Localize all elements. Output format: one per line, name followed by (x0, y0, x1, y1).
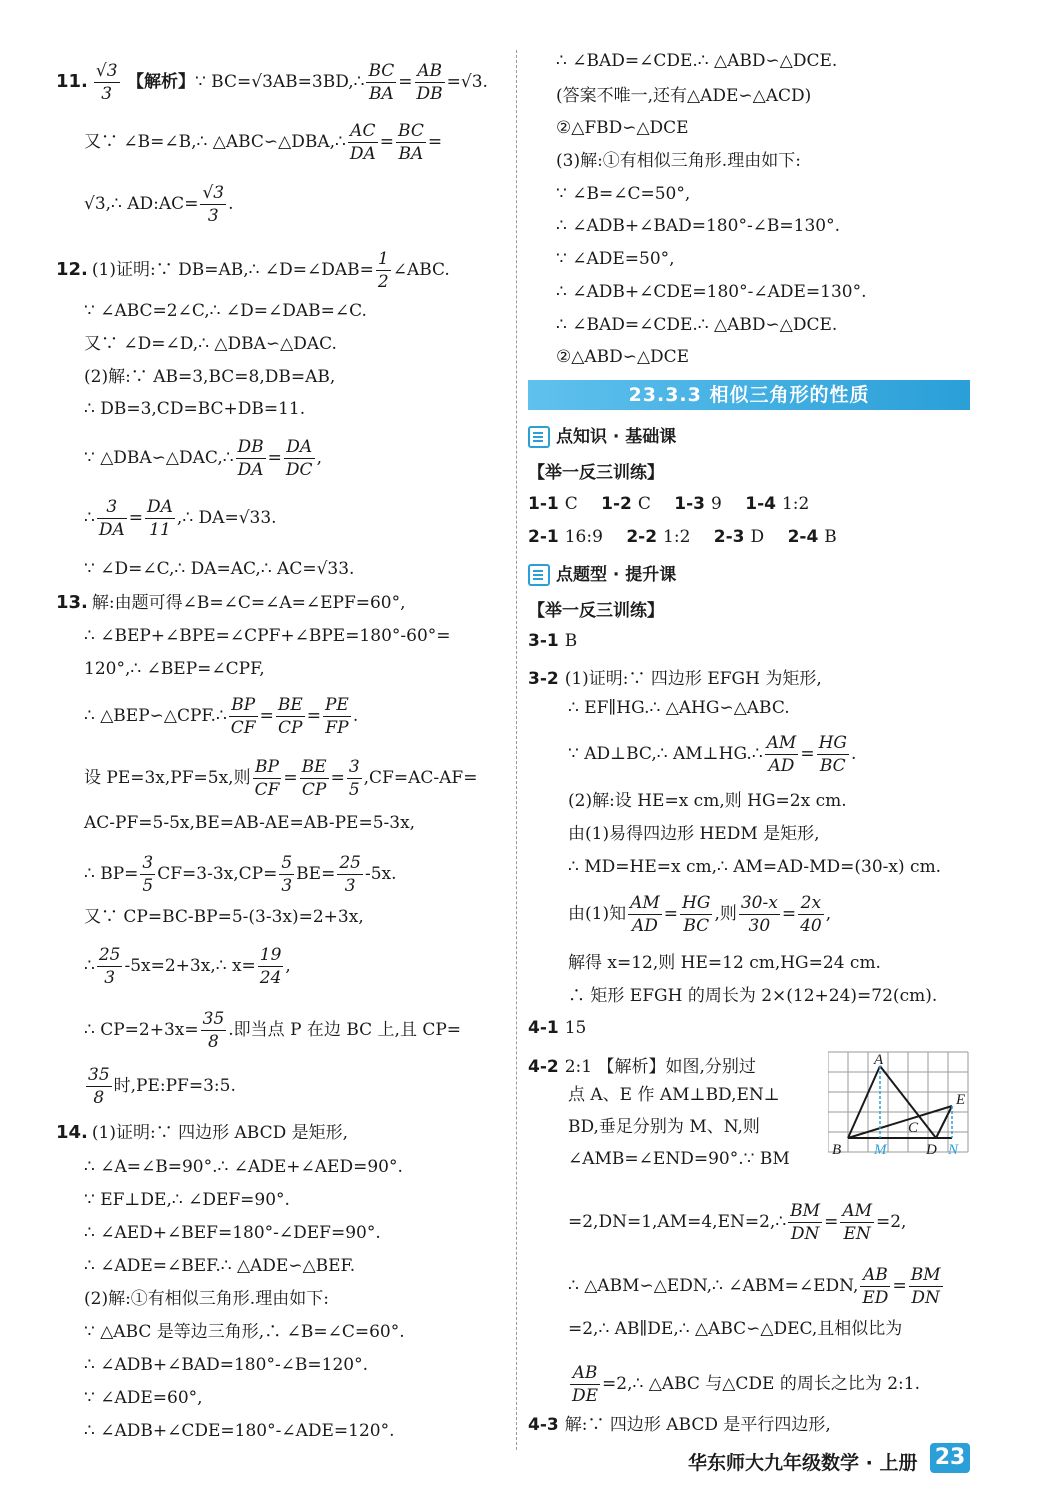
label-e: E (956, 1092, 966, 1108)
q32-line2: ∴ EF∥HG.∴ △AHG∽△ABC. (568, 698, 790, 718)
cont-line9: ∴ ∠BAD=∠CDE.∴ △ABD∽△DCE. (556, 315, 838, 335)
label-m: M (874, 1142, 887, 1158)
segment-be (848, 1106, 952, 1138)
q32-line8: 解得 x=12,则 HE=12 cm,HG=24 cm. (568, 953, 881, 973)
answers-row-1: 1-1 C 1-2 C 1-3 9 1-4 1:2 (528, 494, 810, 514)
q42-line8: $\frac{AB}{DE}$ =2,∴ △ABC 与△CDE 的周长之比为 2:1. (572, 1363, 920, 1406)
q42-line4: ∠AMB=∠END=90°.∵ BM (568, 1149, 790, 1169)
q13-line9: ∴ $\frac{25}{3}$ -5x=2+3x,∴ x= $\frac{19}{24}$ , (84, 945, 291, 988)
q14-line3: ∵ EF⊥DE,∴ ∠DEF=90°. (84, 1190, 290, 1210)
q32-line4: (2)解:设 HE=x cm,则 HG=2x cm. (568, 791, 847, 811)
q14-line4: ∴ ∠AED+∠BEF=180°-∠DEF=90°. (84, 1223, 381, 1243)
q12-line4: (2)解:∵ AB=3,BC=8,DB=AB, (84, 367, 336, 387)
figure-labels (832, 1052, 965, 1158)
q12-line3: 又∵ ∠D=∠D,∴ △DBA∽△DAC. (84, 334, 337, 354)
q12-line1: 12. (1)证明:∵ DB=AB,∴ ∠D=∠DAB= $\frac{1}{2}$ ∠ABC. (56, 249, 450, 292)
q13-line7: ∴ BP= $\frac{3}{5}$ CF=3-3x,CP= $\frac{5}{3}$ BE= $\frac{25}{3}$ -5x. (84, 853, 397, 896)
q13-line6: AC-PF=5-5x,BE=AB-AE=AB-PE=5-3x, (84, 813, 416, 833)
q13-line8: 又∵ CP=BC-BP=5-(3-3x)=2+3x, (84, 907, 364, 927)
q13-line10: ∴ CP=2+3x= $\frac{35}{8}$ .即当点 P 在边 BC 上,且 CP= (84, 1009, 462, 1052)
column-divider (516, 50, 517, 1450)
answers-row-2: 2-1 16:9 2-2 1:2 2-3 D 2-4 B (528, 527, 837, 547)
q12-line8: ∵ ∠D=∠C,∴ DA=AC,∴ AC=√33. (84, 559, 355, 579)
cont-line5: ∵ ∠B=∠C=50°, (556, 184, 691, 204)
q11-line3: √3,∴ AD:AC= $\frac{√3}{3}$ . (84, 183, 234, 226)
q11-line2: 又∵ ∠B=∠B,∴ △ABC∽△DBA,∴ $\frac{AC}{DA}$ = $\frac{BC}{BA}$ = (84, 121, 443, 164)
q14-line8: ∴ ∠ADB+∠BAD=180°-∠B=120°. (84, 1355, 369, 1375)
cont-line2: (答案不唯一,还有△ADE∽△ACD) (556, 86, 812, 106)
q13-line4: ∴ △BEP∽△CPF.∴ $\frac{BP}{CF}$ = $\frac{BE}{CP}$ = $\frac{PE}{FP}$ . (84, 695, 359, 738)
q14-line7: ∵ △ABC 是等边三角形,∴ ∠B=∠C=60°. (84, 1322, 405, 1342)
q12-line5: ∴ DB=3,CD=BC+DB=11. (84, 399, 306, 419)
q43-line1: 4-3 解:∵ 四边形 ABCD 是平行四边形, (528, 1415, 831, 1435)
section-banner: 23.3.3 相似三角形的性质 (528, 380, 970, 410)
label-b: B (832, 1142, 842, 1158)
q14-line9: ∵ ∠ADE=60°, (84, 1388, 203, 1408)
q14-line1: 14. (1)证明:∵ 四边形 ABCD 是矩形, (56, 1122, 349, 1143)
q42-line7: =2,∴ AB∥DE,∴ △ABC∽△DEC,且相似比为 (568, 1319, 903, 1339)
answer-3-1: 3-1 B (528, 631, 578, 651)
q14-line6: (2)解:①有相似三角形.理由如下: (84, 1289, 329, 1309)
cont-line7: ∵ ∠ADE=50°, (556, 249, 675, 269)
q42-line2: 点 A、E 作 AM⊥BD,EN⊥ (568, 1085, 780, 1105)
label-a: A (874, 1052, 884, 1068)
q42-line5: =2,DN=1,AM=4,EN=2,∴ $\frac{BM}{DN}$ = $\frac{AM}{EN}$ =2, (568, 1201, 907, 1244)
question-type-icon (528, 564, 550, 586)
triangle-lines (848, 1066, 952, 1138)
q42-line1: 4-2 2:1 【解析】如图,分别过 (528, 1057, 756, 1077)
section-basic: 点知识 · 基础课 (528, 422, 676, 448)
q13-line3: 120°,∴ ∠BEP=∠CPF, (84, 659, 265, 679)
q13-line1: 13. 解:由题可得∠B=∠C=∠A=∠EPF=60°, (56, 592, 406, 613)
q14-line2: ∴ ∠A=∠B=90°.∴ ∠ADE+∠AED=90°. (84, 1157, 403, 1177)
knowledge-icon (528, 426, 550, 448)
q32-line3: ∵ AD⊥BC,∴ AM⊥HG.∴ $\frac{AM}{AD}$ = $\frac{HG}{BC}$ . (568, 733, 857, 776)
q13-line5: 设 PE=3x,PF=5x,则 $\frac{BP}{CF}$ = $\frac{BE}{CP}$ = $\frac{3}{5}$ ,CF=AC-AF= (84, 757, 478, 800)
grid-figure (828, 1050, 978, 1158)
q42-line6: ∴ △ABM∽△EDN,∴ ∠ABM=∠EDN, $\frac{AB}{ED}$ = $\frac{BM}{DN}$ (568, 1265, 941, 1308)
cont-line1: ∴ ∠BAD=∠CDE.∴ △ABD∽△DCE. (556, 51, 838, 71)
q32-line5: 由(1)易得四边形 HEDM 是矩形, (568, 824, 820, 844)
q12-line6: ∵ △DBA∽△DAC,∴ $\frac{DB}{DA}$ = $\frac{DA}{DC}$ , (84, 437, 322, 480)
cont-line10: ②△ABD∽△DCE (556, 347, 690, 367)
cont-line4: (3)解:①有相似三角形.理由如下: (556, 151, 801, 171)
drill-heading-2: 【举一反三训练】 (528, 601, 664, 621)
q12-line2: ∵ ∠ABC=2∠C,∴ ∠D=∠DAB=∠C. (84, 301, 367, 321)
q14-line5: ∴ ∠ADE=∠BEF.∴ △ADE∽△BEF. (84, 1256, 356, 1276)
q12-line7: ∴ $\frac{3}{DA}$ = $\frac{DA}{11}$ ,∴ DA=√33. (84, 497, 277, 540)
q32-line7: 由(1)知 $\frac{AM}{AD}$ = $\frac{HG}{BC}$ ,则 $\frac{30-x}{30}$ = $\frac{2x}{40}$ , (568, 893, 832, 936)
label-d: D (926, 1142, 937, 1158)
answer-4-1: 4-1 15 (528, 1018, 587, 1038)
segment-ab (848, 1066, 880, 1138)
q32-line1: 3-2 (1)证明:∵ 四边形 EFGH 为矩形, (528, 669, 822, 689)
q32-line9: ∴ 矩形 EFGH 的周长为 2×(12+24)=72(cm). (568, 986, 938, 1006)
q42-line3: BD,垂足分别为 M、N,则 (568, 1117, 760, 1137)
cont-line3: ②△FBD∽△DCE (556, 118, 689, 138)
q13-line11: $\frac{35}{8}$ 时,PE:PF=3:5. (88, 1065, 236, 1108)
q11-line1: 11. $\frac{√3}{3}$ 【解析】∵ BC=√3AB=3BD,∴ $\frac{BC}{BA}$ = $\frac{AB}{DB}$ =√3. (56, 61, 488, 104)
q13-line2: ∴ ∠BEP+∠BPE=∠CPF+∠BPE=180°-60°= (84, 626, 451, 646)
q32-line6: ∴ MD=HE=x cm,∴ AM=AD-MD=(30-x) cm. (568, 857, 942, 877)
q14-line10: ∴ ∠ADB+∠CDE=180°-∠ADE=120°. (84, 1421, 395, 1441)
label-n: N (948, 1142, 959, 1158)
footer-title: 华东师大九年级数学 · 上册 (688, 1452, 918, 1474)
section-advanced: 点题型 · 提升课 (528, 560, 676, 586)
page-number: 23 (930, 1443, 970, 1473)
cont-line8: ∴ ∠ADB+∠CDE=180°-∠ADE=130°. (556, 282, 867, 302)
drill-heading-1: 【举一反三训练】 (528, 463, 664, 483)
cont-line6: ∴ ∠ADB+∠BAD=180°-∠B=130°. (556, 216, 841, 236)
label-c: C (908, 1120, 919, 1136)
